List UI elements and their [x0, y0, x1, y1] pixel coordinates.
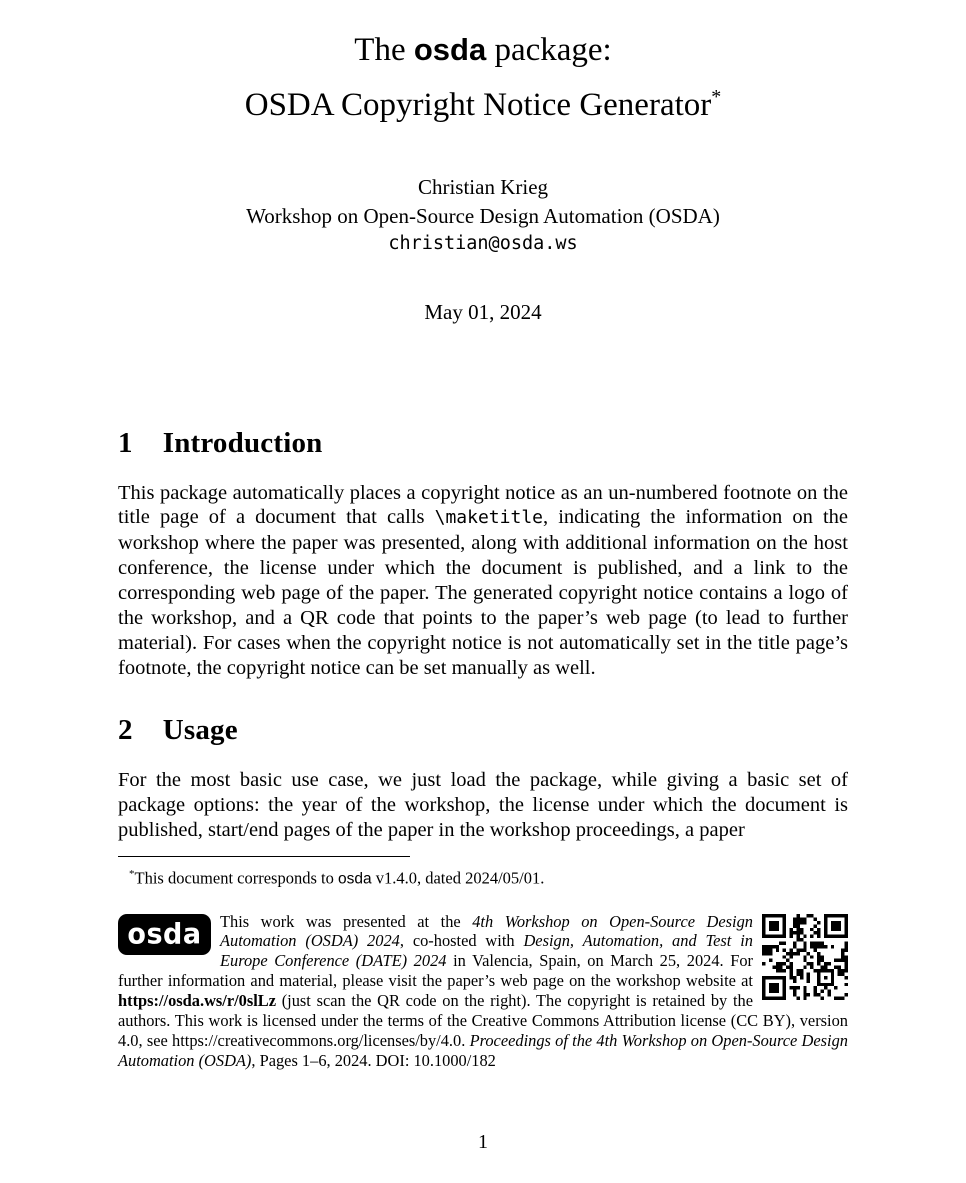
paragraph-text: For the most basic use case, we just load the package, while giving a basic set of package options: the year of the workshop, the license under which the document is published, start/end pages of the paper in the workshop proceedings, a paper — [118, 768, 848, 841]
notice-segment: . — [461, 1030, 470, 1050]
title-footnote-marker: * — [711, 86, 722, 108]
title-subtitle: OSDA Copyright Notice Generator — [244, 87, 712, 123]
section-2-paragraph — [118, 768, 848, 843]
section-1-heading — [118, 427, 848, 460]
notice-conference-name: Design, Automation, and Test in Europe Conference (DATE) 2024 — [220, 931, 753, 971]
notice-workshop-name: 4th Workshop on Open-Source Design Automation (OSDA) 2024 — [220, 911, 753, 951]
footnote-text — [118, 864, 848, 890]
page-content — [118, 0, 848, 842]
paragraph-text: This package automatically places a copyright notice as an un-numbered footnote on the title page of a document that calls — [118, 481, 848, 529]
notice-proceedings-name: Proceedings of the 4th Workshop on Open-Source Design Automation (OSDA) — [118, 1030, 848, 1070]
paragraph-text: , indicating the information on the workshop where the paper was presented, along with additional information on the host conference, the license under which the document is published, and a link to the corresponding web page of the paper. The generated copyright notice contains a logo of the workshop, and a QR code that points to the paper’s web page (to lead to further material). For cases when the copyright notice is not automatically set in the title page’s footnote, the copyright notice can be set manually as well. — [118, 506, 848, 679]
section-1-number: 1 — [118, 426, 133, 459]
author-affiliation: Workshop on Open-Source Design Automation (OSDA) — [246, 203, 720, 228]
section-1-paragraph — [118, 481, 848, 681]
section-2-heading — [118, 714, 848, 747]
qr-code — [762, 914, 848, 1000]
title-text-pre: The — [354, 32, 414, 68]
footnote-text-pre: This document corresponds to — [134, 868, 338, 888]
paper-title-line1 — [118, 26, 848, 74]
paper-title-line2 — [118, 74, 848, 129]
footnote-text-post: v1.4.0, dated 2024/05/01. — [371, 868, 545, 888]
qr-code-svg — [762, 914, 848, 1000]
copyright-notice — [118, 912, 848, 1071]
page-footer — [118, 856, 848, 1071]
footnote-marker: * — [129, 868, 135, 880]
section-1-title: Introduction — [162, 426, 323, 459]
paper-title — [118, 26, 848, 129]
footnote-rule — [118, 856, 410, 857]
osda-logo — [118, 914, 211, 955]
section-2-number: 2 — [118, 713, 133, 746]
author-block — [118, 173, 848, 259]
notice-segment: in Valencia, Spain, on March 25, 2024. For further information and material, please visit the paper’s web page on the workshop website at — [118, 951, 753, 991]
page-number: 1 — [478, 1131, 488, 1153]
paper-date: May 01, 2024 — [424, 299, 542, 324]
cc-license-url: https://creativecommons.org/licenses/by/4.0 — [172, 1030, 462, 1050]
notice-segment: This work was presented at the — [220, 911, 473, 931]
inline-code-maketitle: \maketitle — [434, 507, 543, 529]
title-text-post: package: — [486, 32, 612, 68]
notice-segment: (just scan the QR code on the right). The copyright is retained by the authors. This work is licensed under the terms of the Creative Commons Attribution license (CC BY), version 4.0, see — [118, 991, 848, 1050]
author-email: christian@osda.ws — [388, 233, 578, 254]
section-2-title: Usage — [162, 713, 238, 746]
author-name: Christian Krieg — [417, 175, 549, 199]
notice-segment: , Pages 1–6, 2024. DOI: 10.1000/182 — [251, 1050, 496, 1070]
paper-webpage-link[interactable]: https://osda.ws/r/0slLz — [118, 991, 277, 1011]
osda-logo-text: osda — [127, 917, 202, 951]
footnote-package-name: osda — [337, 870, 372, 888]
title-package-name: osda — [413, 32, 487, 67]
notice-segment: , co-hosted with — [399, 931, 524, 951]
